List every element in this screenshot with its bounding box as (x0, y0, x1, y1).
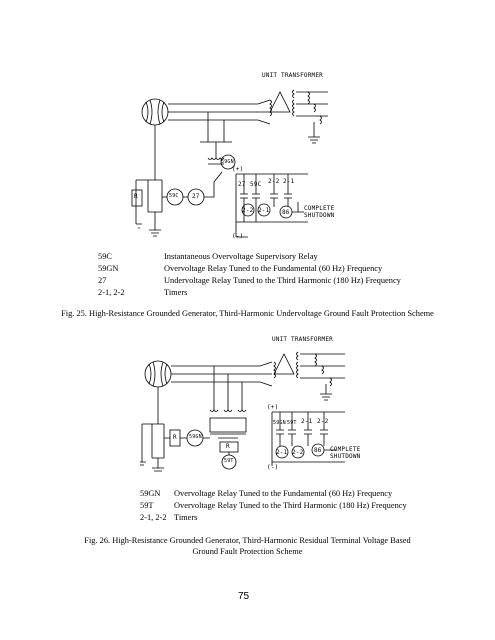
resistor-2-label: R (226, 443, 230, 450)
contact-59gn-label: 59GN (273, 420, 286, 426)
contact-2-2-label: 2-2 (317, 418, 329, 425)
relay-59gn-label: 59GN (189, 434, 202, 440)
legend-description: Overvoltage Relay Tuned to the Fundamental (60 Hz) Frequency (174, 489, 393, 498)
figure-26-caption-line-1: Fig. 26. High-Resistance Grounded Generator, Third-Harmonic Residual Terminal Voltage Based (84, 536, 411, 545)
supply-pos-label: (+) (267, 404, 279, 411)
generator-symbol (145, 361, 171, 387)
transformer-symbol (270, 90, 328, 143)
figure-25-caption: Fig. 25. High-Resistance Grounded Generator, Third-Harmonic Undervoltage Ground Fault Protection Scheme (61, 309, 434, 318)
figure-25-legend (98, 251, 401, 299)
figure-26-caption (20, 535, 475, 557)
transformer-symbol (274, 352, 345, 400)
legend-code: 59GN (140, 489, 161, 498)
contact-27-label: 27 (238, 181, 246, 188)
legend-row (98, 287, 401, 299)
lockout-86-label: 86 (282, 209, 290, 216)
legend-description: Timers (174, 513, 198, 522)
unit-transformer-label: UNIT TRANSFORMER (272, 336, 333, 343)
resistor-label: R (134, 193, 138, 200)
page-number: 75 (238, 591, 250, 602)
timer-2-1-label: 2-1 (276, 449, 288, 456)
legend-row (140, 500, 407, 512)
relay-59t-label: 59T (224, 458, 234, 464)
figure-26-caption-line-2: Ground Fault Protection Scheme (192, 547, 303, 556)
unit-transformer-label: UNIT TRANSFORMER (262, 72, 323, 79)
timer-2-2-label: 2-2 (292, 449, 304, 456)
timer-2-2-label: 2-2 (242, 207, 254, 214)
supply-neg-label: (-) (267, 464, 279, 471)
complete-shutdown-label: COMPLETE SHUTDOWN (330, 446, 361, 460)
supply-neg-label: (-) (232, 233, 244, 240)
supply-pos-label: (+) (232, 166, 244, 173)
legend-description: Instantaneous Overvoltage Supervisory Relay (164, 252, 318, 261)
resistor-label: R (173, 434, 177, 441)
contact-59c-label: 59C (250, 181, 262, 188)
legend-code: 27 (98, 276, 107, 285)
relay-27-label: 27 (192, 193, 200, 200)
legend-row (98, 275, 401, 287)
legend-description: Timers (164, 288, 188, 297)
legend-code: 2-1, 2-2 (98, 288, 125, 297)
legend-description: Overvoltage Relay Tuned to the Third Harmonic (180 Hz) Frequency (174, 501, 407, 510)
timer-2-1-label: 2-1 (258, 207, 270, 214)
legend-code: 59T (140, 501, 154, 510)
legend-row (98, 251, 401, 263)
figure-26-diagram (140, 334, 365, 474)
contact-2-1-label: 2-1 (301, 418, 313, 425)
relay-59gn-label: 59GN (221, 159, 234, 165)
legend-row (98, 263, 401, 275)
relay-59c-label: 59C (169, 193, 179, 199)
legend-description: Undervoltage Relay Tuned to the Third Harmonic (180 Hz) Frequency (164, 276, 401, 285)
contact-2-1-label: 2-1 (283, 178, 295, 185)
generator-symbol (142, 99, 168, 125)
legend-row (140, 488, 407, 500)
legend-code: 59C (98, 252, 112, 261)
legend-code: 2-1, 2-2 (140, 513, 167, 522)
figure-26-legend (140, 488, 407, 524)
lockout-86-label: 86 (314, 447, 322, 454)
legend-description: Overvoltage Relay Tuned to the Fundamental (60 Hz) Frequency (164, 264, 383, 273)
contact-59t-label: 59T (287, 420, 297, 426)
legend-code: 59GN (98, 264, 119, 273)
legend-row (140, 512, 407, 524)
complete-shutdown-label: COMPLETE SHUTDOWN (304, 205, 335, 219)
contact-2-2-label: 2-2 (268, 178, 280, 185)
figure-25-diagram (128, 62, 358, 240)
